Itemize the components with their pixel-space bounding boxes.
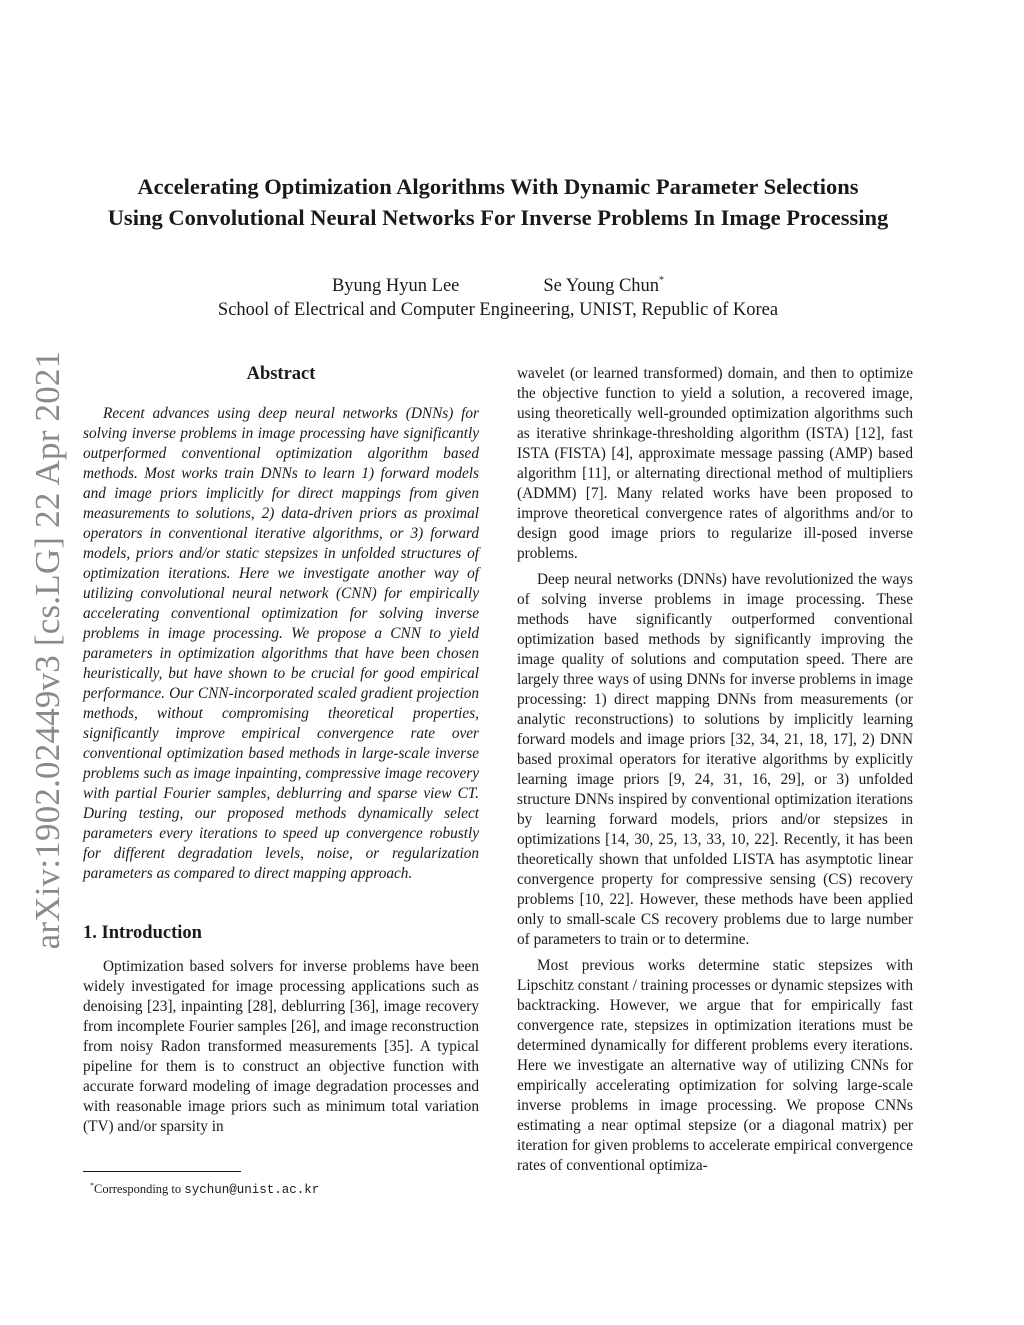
author-2 [543,269,664,298]
author-1: Byung Hyun Lee [331,276,460,296]
left-column [83,362,479,1137]
affiliation: School of Electrical and Computer Engineering, UNIST, Republic of Korea [217,300,779,320]
paper-title [60,171,936,233]
author-row [60,269,936,298]
intro-paragraph-2: Deep neural networks (DNNs) have revolutionized the ways of solving inverse problems in image processing. These methods have significantly outperformed conventional optimization based methods by significantly improving the image quality of solutions and computation speed. There are largely three ways of using DNNs for inverse problems in image processing: 1) direct mapping DNNs from measurements (or analytic reconstructions) to solutions by implicitly learning forward models and image priors [32, 34, 21, 18, 17], 2) DNN based proximal operators for iterative algorithms by explicitly learning image priors [9, 24, 31, 16, 29], or 3) unfolded structure DNNs inspired by conventional optimization iterations by learning forward models, priors and/or stepsizes in optimizations [14, 30, 25, 13, 33, 10, 22]. Recently, it has been theoretically shown that unfolded LISTA has asymptotic linear convergence property for compressive sensing (CS) recovery problems [10, 22]. However, these methods have been applied only to small-scale CS recovery problems due to large number of parameters to train or to determine. [517,571,913,948]
footnote [90,1178,319,1198]
intro-paragraph-1: Optimization based solvers for inverse problems have been widely investigated for image processing applications such as denoising [23], inpainting [28], deblurring [36], image recovery from incomplete Fourier samples [26], and image reconstruction from noisy Radon transformed measurements [35]. A typical pipeline for them is to construct an objective function with accurate forward modeling of image degradation processes and with reasonable image priors such as minimum total variation (TV) and/or sparsity in [83,958,479,1135]
footnote-mark: * [90,1181,94,1190]
title-line-2: Using Convolutional Neural Networks For Inverse Problems In Image Processing [107,205,889,230]
footnote-text: Corresponding to [94,1182,185,1196]
intro-paragraph-1-continued: wavelet (or learned transformed) domain, and then to optimize the objective function to yield a solution, a recovered image, using theoretically well-grounded optimization algorithms such as iterative shrinkage-thresholding algorithm (ISTA) [12], fast ISTA (FISTA) [4], approximate message passing (AMP) based algorithm [11], or alternating directional method of multipliers (ADMM) [7]. Many related works have been proposed to improve theoretical convergence rates of algorithms and/or to design good image priors to regularize ill-posed inverse problems. [517,365,913,562]
author-2-name: Se Young Chun [543,276,660,296]
intro-paragraph-3: Most previous works determine static stepsizes with Lipschitz constant / training processes or dynamic stepsizes with backtracking. However, we argue that for empirically fast convergence rate, stepsizes in optimization iterations must be determined dynamically for different problems every iterations. Here we investigate an alternative way of utilizing CNNs for empirically accelerating optimization for solving large-scale inverse problems in image processing. We propose CNNs estimating a near optimal stepsize (or a diagonal matrix) per iteration for given problems to accelerate empirical convergence rates of conventional optimiza- [517,957,913,1174]
footnote-email-link[interactable]: sychun@unist.ac.kr [184,1183,320,1197]
abstract-heading: Abstract [246,364,316,384]
title-line-1: Accelerating Optimization Algorithms With Dynamic Parameter Selections [137,174,859,199]
author-block [60,269,936,322]
abstract-body: Recent advances using deep neural networks (DNNs) for solving inverse problems in image processing have significantly outperformed conventional optimization algorithm based methods. Most works train DNNs to learn 1) forward models and image priors implicitly for direct mappings from given measurements to solutions, 2) data-driven priors as proximal operators in conventional iterative algorithms, or 3) forward models, priors and/or static stepsizes in unfolded structures of optimization iterations. Here we investigate another way of utilizing convolutional neural network (CNN) for empirically accelerating conventional optimization for solving inverse problems in image processing. We propose a CNN to yield parameters in optimization algorithms that have been chosen heuristically, but have shown to be crucial for good empirical performance. Our CNN-incorporated scaled gradient projection methods, without compromising theoretical properties, significantly improve empirical convergence rate over conventional optimization based methods in large-scale inverse problems such as image inpainting, compressive image recovery with partial Fourier samples, deblurring and sparse view CT. During testing, our proposed methods dynamically select parameters every iterations to speed up convergence robustly for different degradation levels, noise, or regularization parameters as compared to direct mapping approach. [83,405,479,882]
corresponding-mark: * [659,275,665,286]
introduction-heading: 1. Introduction [83,923,202,943]
arxiv-identifier: arXiv:1902.02449v3 [cs.LG] 22 Apr 2021 [28,350,67,950]
footnote-divider [83,1171,241,1172]
right-column [517,364,913,1176]
